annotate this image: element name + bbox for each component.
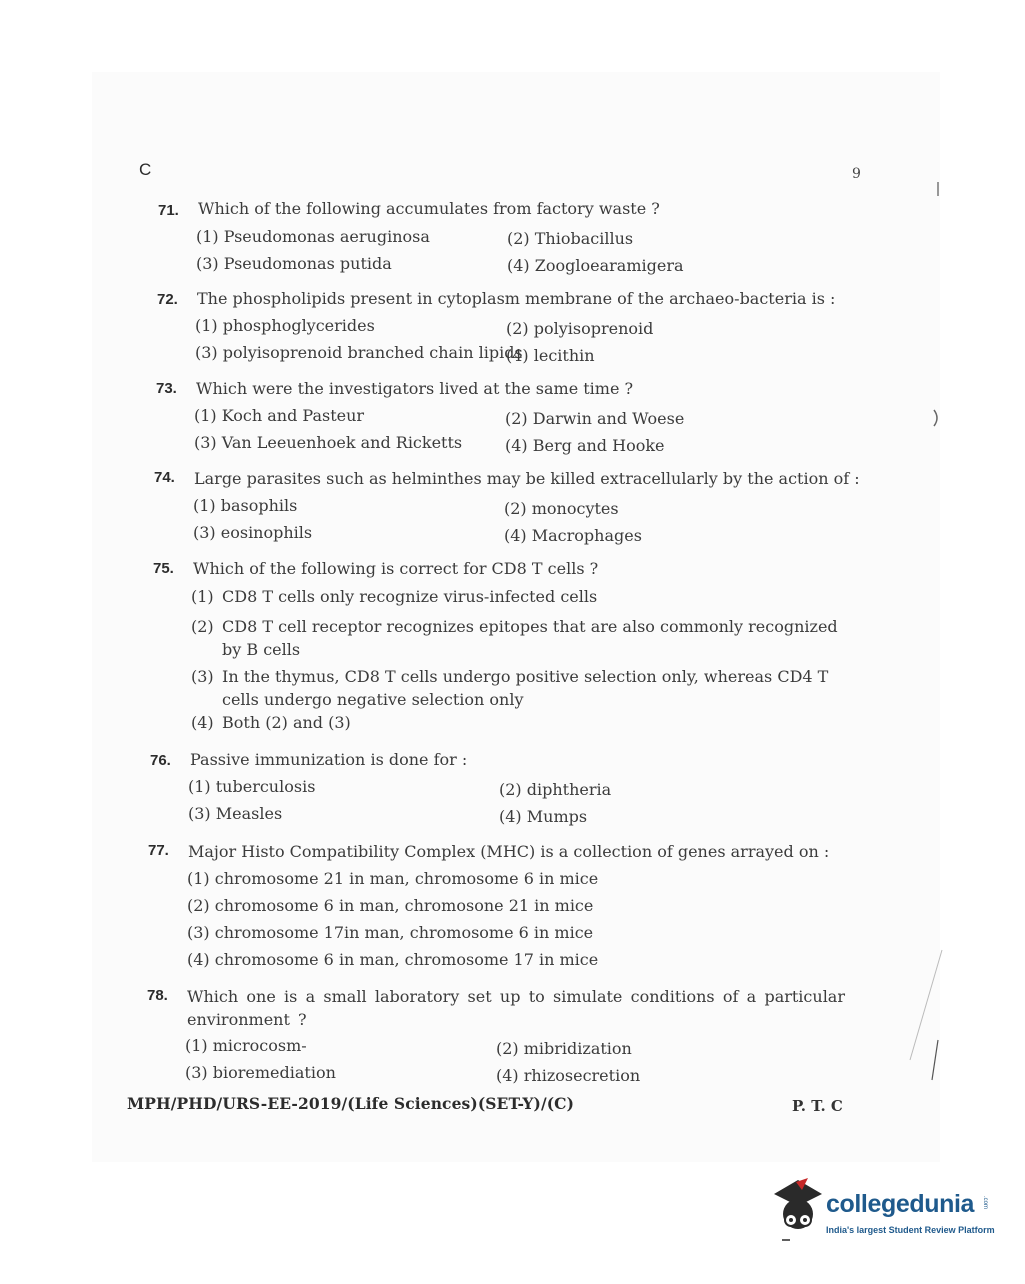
option-3	[191, 665, 851, 711]
page-number: 9	[852, 166, 861, 182]
option-4: (4) rhizosecretion	[496, 1066, 641, 1085]
option-number: (4)	[191, 713, 214, 732]
question-number: 78.	[147, 987, 168, 1004]
option-1: (1) Koch and Pasteur	[194, 406, 365, 425]
option-4: (4) Zoogloearamigera	[507, 256, 684, 275]
question-text: Which were the investigators lived at the same time ?	[196, 379, 634, 398]
option-2: (2) monocytes	[504, 499, 619, 518]
brand-tagline: India's largest Student Review Platform	[826, 1225, 995, 1235]
domain-suffix: .com	[982, 1196, 988, 1210]
scan-marks	[850, 160, 960, 1200]
set-code: C	[139, 160, 152, 179]
question-text: Major Histo Compatibility Complex (MHC) is a collection of genes arrayed on :	[188, 842, 830, 861]
option-text: CD8 T cell receptor recognizes epitopes that are also commonly recognized by B cells	[222, 617, 838, 659]
option-2: (2) chromosome 6 in man, chromosone 21 in mice	[187, 896, 594, 915]
question-text: Which one is a small laboratory set up to simulate conditions of a particular environment ?	[187, 987, 845, 1029]
option-1: (1) chromosome 21 in man, chromosome 6 in mice	[187, 869, 599, 888]
question-number: 72.	[157, 291, 178, 308]
option-number: (2)	[191, 617, 214, 636]
option-text: Both (2) and (3)	[222, 713, 351, 732]
option-3: (3) bioremediation	[185, 1063, 336, 1082]
option-2: (2) mibridization	[496, 1039, 632, 1058]
option-1: (1) microcosm-	[185, 1036, 307, 1055]
collegedunia-watermark	[768, 1178, 998, 1248]
question-number: 77.	[148, 842, 169, 859]
question-number: 73.	[156, 380, 177, 397]
option-1	[191, 587, 851, 606]
option-4: (4) Macrophages	[504, 526, 642, 545]
option-3: (3) Pseudomonas putida	[196, 254, 392, 273]
question-number: 76.	[150, 752, 171, 769]
question-text: Passive immunization is done for :	[190, 750, 468, 769]
question-text: Which of the following is correct for CD8 T cells ?	[193, 559, 599, 578]
option-4: (4) Berg and Hooke	[505, 436, 665, 455]
option-2: (2) polyisoprenoid	[506, 319, 654, 338]
option-2	[191, 615, 851, 661]
option-1: (1) tuberculosis	[188, 777, 316, 796]
option-number: (1)	[191, 587, 214, 606]
option-number: (3)	[191, 667, 214, 686]
brand-name: collegedunia	[826, 1190, 975, 1218]
option-3: (3) Measles	[188, 804, 283, 823]
option-3: (3) chromosome 17in man, chromosome 6 in mice	[187, 923, 594, 942]
question-text: The phospholipids present in cytoplasm membrane of the archaeo-bacteria is :	[197, 289, 836, 308]
question-text: Large parasites such as helminthes may be killed extracellularly by the action of :	[194, 469, 860, 488]
option-4: (4) chromosome 6 in man, chromosome 17 in mice	[187, 950, 599, 969]
option-1: (1) basophils	[193, 496, 298, 515]
question-text: Which of the following accumulates from factory waste ?	[198, 199, 660, 218]
option-3: (3) polyisoprenoid branched chain lipids	[195, 343, 523, 362]
option-3: (3) Van Leeuenhoek and Ricketts	[194, 433, 463, 452]
question-number: 71.	[158, 202, 179, 219]
question-number: 74.	[154, 469, 175, 486]
question-number: 75.	[153, 560, 174, 577]
mascot-icon	[768, 1178, 826, 1246]
option-4: (4) Mumps	[499, 807, 588, 826]
option-2: (2) diphtheria	[499, 780, 612, 799]
option-text: In the thymus, CD8 T cells undergo positive selection only, whereas CD4 T cells undergo negative selection only	[222, 667, 829, 709]
option-3: (3) eosinophils	[193, 523, 313, 542]
paper-code: MPH/PHD/URS-EE-2019/(Life Sciences)(SET-Y)/(C)	[127, 1094, 575, 1113]
option-2: (2) Thiobacillus	[507, 229, 634, 248]
option-1: (1) Pseudomonas aeruginosa	[196, 227, 430, 246]
option-4: (4) lecithin	[506, 346, 595, 365]
option-4	[191, 713, 851, 732]
please-turn-over: P. T. C	[792, 1097, 843, 1115]
option-text: CD8 T cells only recognize virus-infected cells	[222, 587, 598, 606]
option-1: (1) phosphoglycerides	[195, 316, 375, 335]
option-2: (2) Darwin and Woese	[505, 409, 685, 428]
